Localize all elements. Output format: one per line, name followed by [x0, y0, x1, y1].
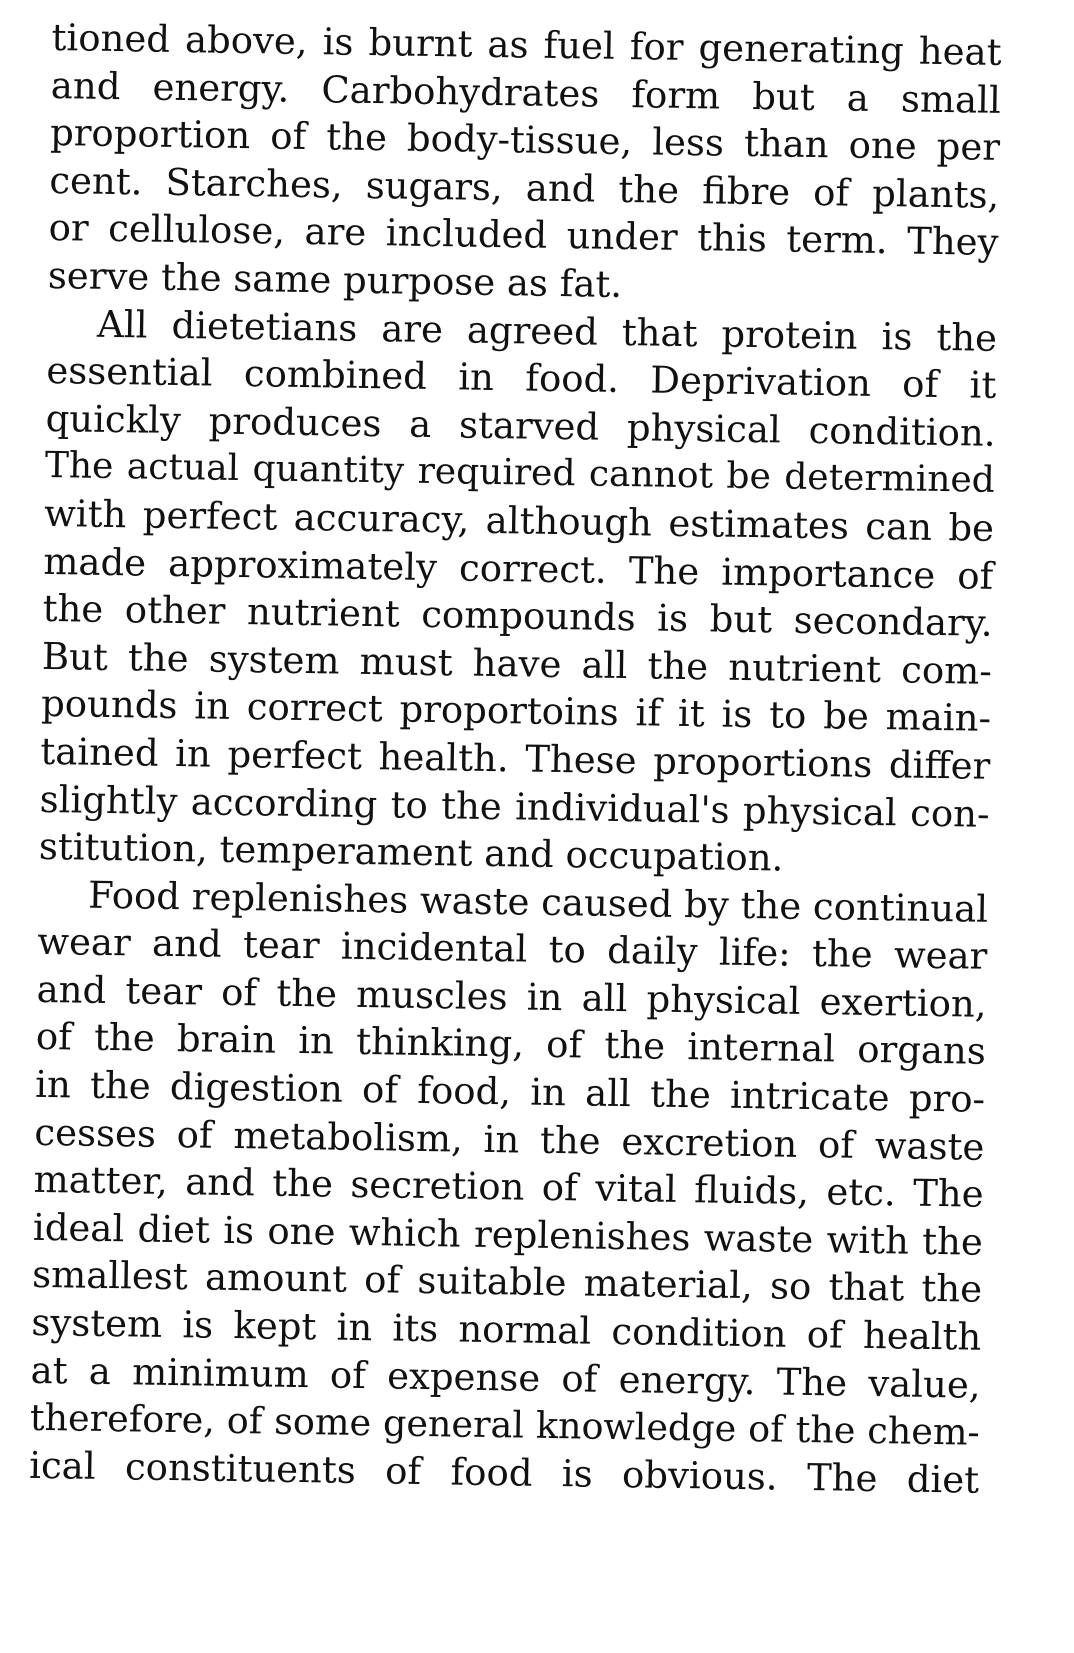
text-line: serve the same purpose as fat. — [47, 253, 623, 306]
body-text — [29, 14, 1002, 1504]
text-line: with perfect accuracy, although estimates can be — [43, 491, 995, 550]
text-line: tained in perfect health. These proportions differ — [40, 729, 991, 788]
text-line: and energy. Carbohydrates form but a small — [50, 63, 1002, 122]
text-line: Food replenishes waste caused by the continual — [87, 873, 989, 931]
text-line: matter, and the secretion of vital fluids, etc. The — [33, 1158, 984, 1217]
text-line: made approximately correct. The importance of — [43, 539, 994, 598]
text-line: in the digestion of food, in all the intricate pro- — [34, 1062, 986, 1121]
text-line: ideal diet is one which replenishes waste with the — [32, 1205, 984, 1264]
text-line: or cellulose, are included under this term. They — [48, 206, 999, 265]
text-line: at a minimum of expense of energy. The value, — [30, 1348, 981, 1407]
text-line: cent. Starches, sugars, and the fibre of plants, — [49, 158, 1000, 217]
text-line: and tear of the muscles in all physical exertion, — [36, 967, 987, 1026]
text-line: smallest amount of suitable material, so that the — [31, 1253, 983, 1312]
text-line: the other nutrient compounds is but secondary. — [42, 587, 993, 645]
text-line: system is kept in its normal condition of health — [31, 1300, 982, 1359]
text-line: All dietetians are agreed that protein is the — [96, 302, 998, 360]
text-line: pounds in correct proportoins if it is to be main- — [40, 682, 992, 741]
text-line: tioned above, is burnt as fuel for generating heat — [51, 15, 1002, 74]
text-line: quickly produces a starved physical condition. — [45, 396, 996, 455]
text-line: therefore, of some general knowledge of the chem- — [29, 1396, 981, 1454]
text-line: The actual quantity required cannot be determined — [44, 445, 996, 502]
text-line: stitution, temperament and occupation. — [38, 824, 784, 880]
text-line: ical constituents of food is obvious. The diet — [28, 1443, 980, 1502]
text-line: cesses of metabolism, in the excretion of waste — [34, 1110, 985, 1169]
text-line: wear and tear incidental to daily life: the wear — [37, 920, 988, 979]
text-line: essential combined in food. Deprivation of it — [46, 349, 997, 408]
text-line: slightly according to the individual's physical con- — [39, 777, 990, 836]
text-line: But the system must have all the nutrient com- — [41, 634, 993, 693]
text-line: proportion of the body-tissue, less than one per — [49, 111, 1001, 170]
text-line: of the brain in thinking, of the internal organs — [35, 1015, 987, 1074]
